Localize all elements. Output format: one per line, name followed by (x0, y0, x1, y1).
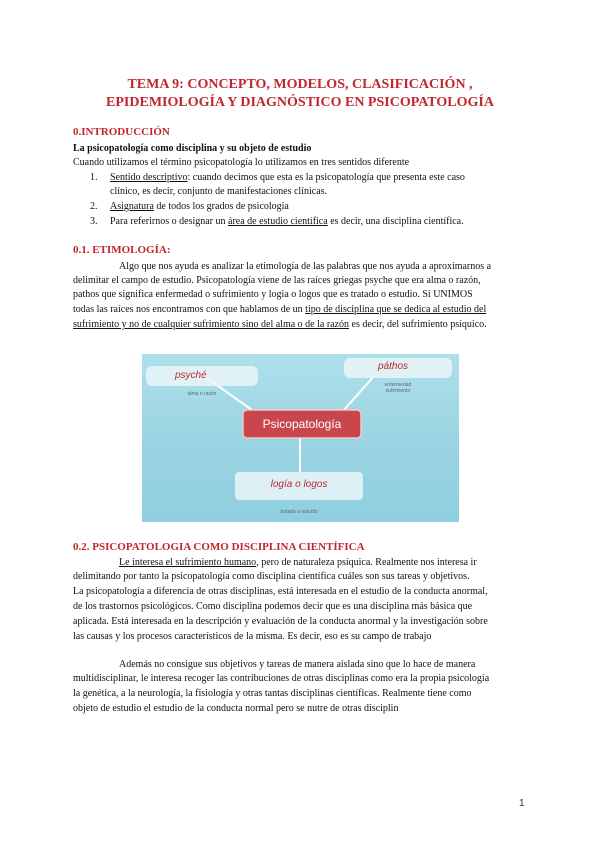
paragraph-line: La psicopatología a diferencia de otras disciplinas, está interesada en el estudio de la conducta anormal, (73, 586, 488, 597)
underlined-text: sufrimiento y no de cualquier sufrimiento sino del alma o de la razón (73, 319, 350, 330)
paragraph-line: delimitando por tanto la psicopatología como disciplina científica cuáles son sus tareas y objetivos. (73, 571, 470, 582)
pathos-sublabel-2: sufrimiento (385, 388, 411, 394)
paragraph-line: aplicada. Está interesada en la descripción y evaluación de la conducta anormal y la investigación sobre (73, 616, 488, 627)
list-number: 1. (90, 172, 98, 183)
logos-label: logía o logos (270, 479, 328, 490)
intro-lead: Cuando utilizamos el término psicopatología lo utilizamos en tres sentidos diferente (73, 157, 410, 168)
paragraph-line: pathos que significa enfermedad o sufrimiento y logia o logos que es tratado o estudio. Si UNIMOS (73, 289, 473, 300)
document-title-line-2: EPIDEMIOLOGÍA Y DIAGNÓSTICO EN PSICOPATOLOGÍA (106, 95, 494, 110)
list-item-term: Asignatura (110, 201, 154, 212)
list-item-text (110, 171, 530, 184)
pathos-sublabel-1: enfermedad (384, 382, 412, 388)
list-item-rest: de todos los grados de psicología (153, 201, 289, 212)
paragraph-text: , pero de naturaleza psíquica. Realmente nos interesa ir (256, 557, 477, 568)
paragraph-line: multidisciplinar, le interesa recoger las contribuciones de otras disciplinas como era la propia psicología (73, 673, 490, 684)
list-item-rest: es decir, una disciplina científica. (327, 216, 464, 227)
paragraph-line: las causas y los procesos característicos de la misma. Es decir, eso es su campo de trabajo (73, 631, 432, 642)
psyche-sublabel: alma o razón (187, 391, 217, 397)
section-heading-etimologia: 0.1. ETIMOLOGÍA: (73, 244, 171, 256)
paragraph-text: todas las raíces nos encontramos con que hablamos de un (73, 304, 306, 315)
paragraph-line (73, 303, 529, 316)
pathos-label: páthos (378, 361, 409, 372)
paragraph-line: de los trastornos psicológicos. Como disciplina podemos decir que es una disciplina más básica que (73, 601, 473, 612)
document-title-line-1: TEMA 9: CONCEPTO, MODELOS, CLASIFICACIÓN , (127, 77, 473, 92)
section-heading-introduccion: 0.INTRODUCCIÓN (73, 126, 170, 138)
underlined-text: tipo de disciplina que se dedica al estudio del (305, 304, 487, 315)
etymology-diagram (142, 354, 459, 522)
paragraph-line: delimitar el campo de estudio. Psicopatología viene de las raíces griegas psyche que era alma o razón, (73, 275, 481, 286)
underlined-text: Le interesa el sufrimiento humano (119, 557, 257, 568)
paragraph-text: es decir, del sufrimiento psíquico. (349, 319, 487, 330)
paragraph-line: la genética, a la neurología, la fisiología y otras tantas disciplinas científicas. Realmente tiene como (73, 688, 472, 699)
list-item-term: área de estudio científica (228, 216, 328, 227)
logos-sublabel: tratado o estudio (280, 509, 318, 515)
list-item-text (110, 200, 530, 213)
list-item-term: Sentido descriptivo (110, 172, 188, 183)
list-number: 2. (90, 201, 98, 212)
section-heading-disciplina: 0.2. PSICOPATOLOGIA COMO DISCIPLINA CIENTÍFICA (73, 541, 365, 553)
paragraph-line (73, 556, 529, 569)
psyche-label: psyché (175, 370, 207, 381)
list-number: 3. (90, 216, 98, 227)
list-item-rest: : cuando decimos que esta es la psicopatología que presenta este caso (187, 172, 465, 183)
center-label: Psicopatología (262, 417, 342, 431)
list-item-text: clínico, es decir, conjunto de manifestaciones clínicas. (110, 186, 328, 197)
paragraph-line: objeto de estudio el estudio de la conducta normal pero se nutre de otras disciplin (73, 703, 399, 714)
page-number: 1 (519, 798, 525, 809)
list-item-text (110, 215, 530, 228)
paragraph-line (73, 318, 529, 331)
paragraph-line: Además no consigue sus objetivos y tareas de manera aislada sino que lo hace de manera (119, 659, 476, 670)
paragraph-line: Algo que nos ayuda es analizar la etimología de las palabras que nos ayuda a aproximarnos a (119, 261, 492, 272)
subheading: La psicopatología como disciplina y su objeto de estudio (73, 143, 312, 154)
list-item-pre: Para referirnos o designar un (110, 216, 229, 227)
